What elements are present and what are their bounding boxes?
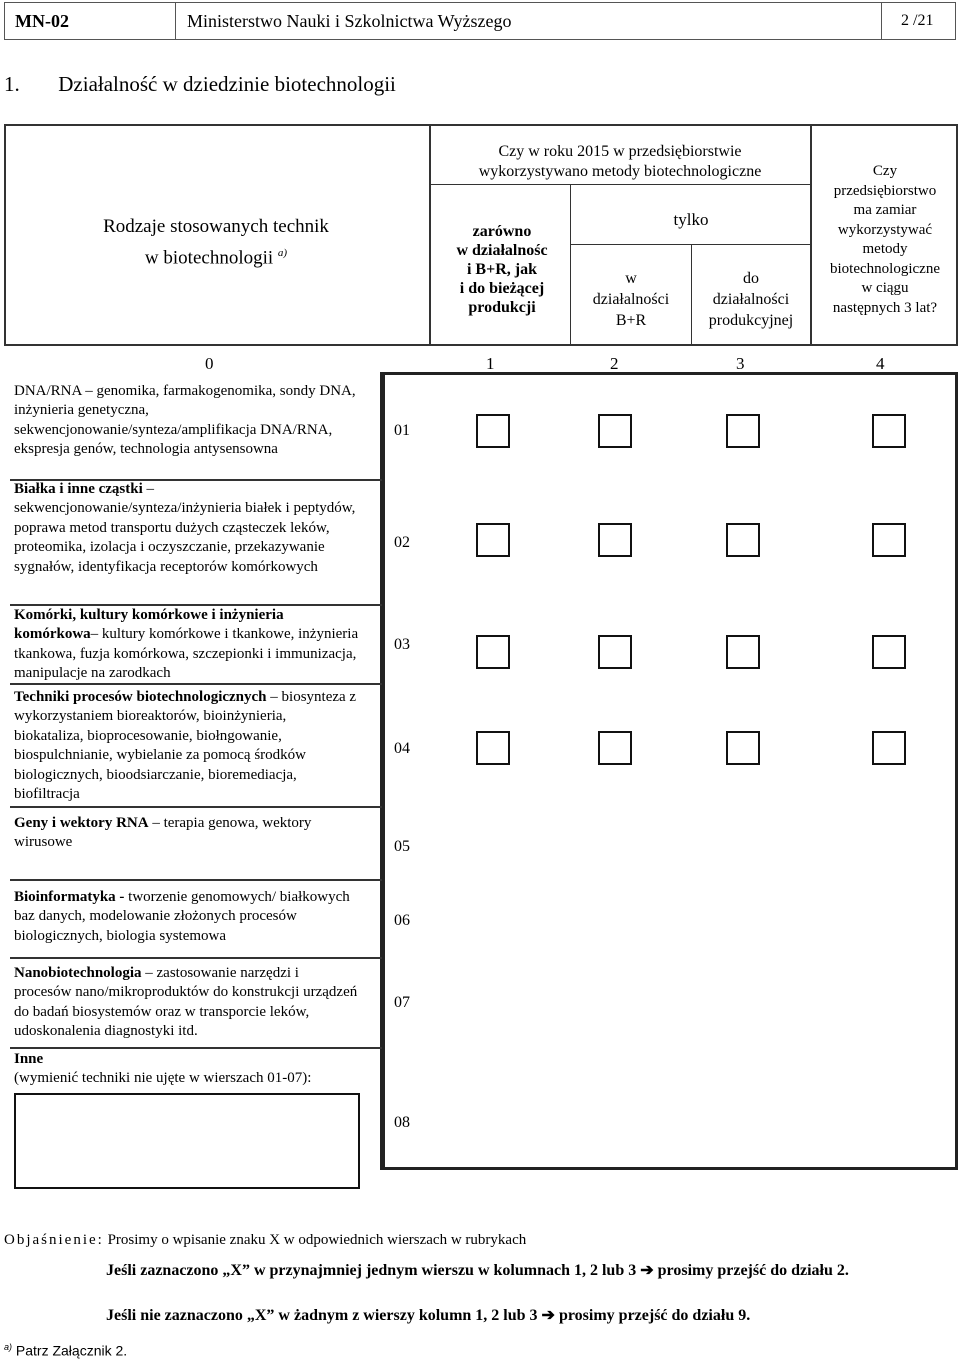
checkbox-r02-c1[interactable]	[476, 523, 510, 557]
rule-1: Jeśli zaznaczono „X” w przynajmniej jednym wierszu w kolumnach 1, 2 lub 3 ➔ prosimy przejść do działu 2.	[106, 1262, 849, 1279]
row-02-code: 02	[394, 534, 410, 551]
column-number-3: 3	[736, 354, 745, 373]
col4-header: Czy przedsiębiorstwo ma zamiar wykorzystywać metody biotechnologiczne w ciągu następnych 3 lat?	[830, 163, 940, 316]
ministry-name: Ministerstwo Nauki i Szkolnictwa Wyższego	[187, 11, 512, 31]
row-04-description: Techniki procesów biotechnologicznych – biosynteza z wykorzystaniem bioreaktorów, bioinżynieria, biokataliza, bioprocesowanie, biołngowanie, biospulchnianie, wybielanie za pomocą środków biologicznych, bioodsiarczanie, bioremediacja, biofiltracja	[14, 689, 357, 803]
footnote: $^{a)}$ Patrz Załącznik 2.	[4, 1342, 128, 1359]
checkbox-r03-c1[interactable]	[476, 635, 510, 669]
row-07-description: Nanobiotechnologia – zastosowanie narzędzi i procesów nano/mikroproduktów do konstrukcji urządzeń do badań biosystemów oraz w transporcie leków, udoskonalenia diagnostyki itd.	[14, 965, 358, 1040]
col0-header: Rodzaje stosowanych technik w biotechnologii $^{a)}$	[103, 216, 329, 269]
row-06-description: Bioinformatyka - tworzenie genomowych/ białkowych baz danych, modelowanie złożonych procesów biologicznych, biologia systemowa	[14, 889, 350, 944]
other-techniques-input[interactable]	[14, 1093, 360, 1189]
column-number-2: 2	[610, 354, 619, 373]
column-number-0: 0	[205, 354, 214, 373]
col1-header: zarówno w działalnośc i B+R, jak i do bieżącej produkcji	[456, 223, 548, 316]
table-header	[4, 124, 958, 346]
checkbox-r03-c4[interactable]	[872, 635, 906, 669]
rule-2: Jeśli nie zaznaczono „X” w żadnym z wierszy kolumn 1, 2 lub 3 ➔ prosimy przejść do działu 9.	[106, 1307, 751, 1324]
col3-header: do działalności produkcyjnej	[708, 270, 794, 329]
checkbox-r02-c4[interactable]	[872, 523, 906, 557]
row-05-code: 05	[394, 838, 410, 855]
checkbox-r04-c4[interactable]	[872, 731, 906, 765]
row-07-code: 07	[394, 994, 410, 1011]
row-08-description: Inne (wymienić techniki nie ujęte w wierszach 01-07):	[14, 1051, 312, 1087]
row-03-code: 03	[394, 636, 410, 653]
checkbox-r02-c2[interactable]	[598, 523, 632, 557]
row-08-code: 08	[394, 1114, 410, 1131]
form-code: MN-02	[15, 11, 69, 31]
section-title-text: Działalność w dziedzinie biotechnologii	[58, 72, 396, 96]
checkbox-r01-c1[interactable]	[476, 414, 510, 448]
explanation: Objaśnienie: Prosimy o wpisanie znaku X w odpowiednich wierszach w rubrykach	[4, 1232, 527, 1248]
checkbox-grid	[382, 372, 958, 1170]
row-01-code: 01	[394, 422, 410, 439]
arrow-right-icon: ➔	[541, 1307, 555, 1324]
row-01-description: DNA/RNA – genomika, farmakogenomika, sondy DNA, inżynieria genetyczna, sekwencjonowanie/synteza/amplifikacja DNA/RNA, ekspresja genów, technologia antysensowna	[14, 383, 356, 458]
row-05-description: Geny i wektory RNA – terapia genowa, wektory wirusowe	[14, 815, 312, 851]
arrow-right-icon: ➔	[640, 1262, 654, 1279]
checkbox-r03-c2[interactable]	[598, 635, 632, 669]
page-number: 2 /21	[901, 12, 934, 29]
checkbox-r04-c2[interactable]	[598, 731, 632, 765]
checkbox-r02-c3[interactable]	[726, 523, 760, 557]
checkbox-r04-c1[interactable]	[476, 731, 510, 765]
checkbox-r03-c3[interactable]	[726, 635, 760, 669]
column-number-4: 4	[876, 354, 885, 373]
checkbox-r01-c2[interactable]	[598, 414, 632, 448]
form-header	[4, 2, 956, 40]
row-06-code: 06	[394, 912, 410, 929]
checkbox-r04-c3[interactable]	[726, 731, 760, 765]
group-header: Czy w roku 2015 w przedsiębiorstwie wykorzystywano metody biotechnologiczne	[478, 143, 762, 180]
section-number: 1.	[4, 72, 20, 96]
checkbox-r01-c3[interactable]	[726, 414, 760, 448]
col2-header: w działalności B+R	[592, 270, 670, 329]
column-number-1: 1	[486, 354, 495, 373]
row-02-description: Białka i inne cząstki – sekwencjonowanie/synteza/inżynieria białek i peptydów, poprawa metod transportu dużych cząsteczek leków, proteomika, izolacja i oczyszczanie, przekazywanie sygnałów, identyfikacja receptorów komórkowych	[14, 481, 356, 575]
section-title	[4, 72, 396, 97]
row-03-description: Komórki, kultury komórkowe i inżynieria komórkowa– kultury komórkowe i tkankowe, inżynieria tkankowa, fuzja komórkowa, szczepionki i immunizacja, manipulacje na zarodkach	[14, 607, 359, 682]
checkbox-r01-c4[interactable]	[872, 414, 906, 448]
tylko-header: tylko	[673, 210, 709, 229]
row-04-code: 04	[394, 740, 410, 757]
